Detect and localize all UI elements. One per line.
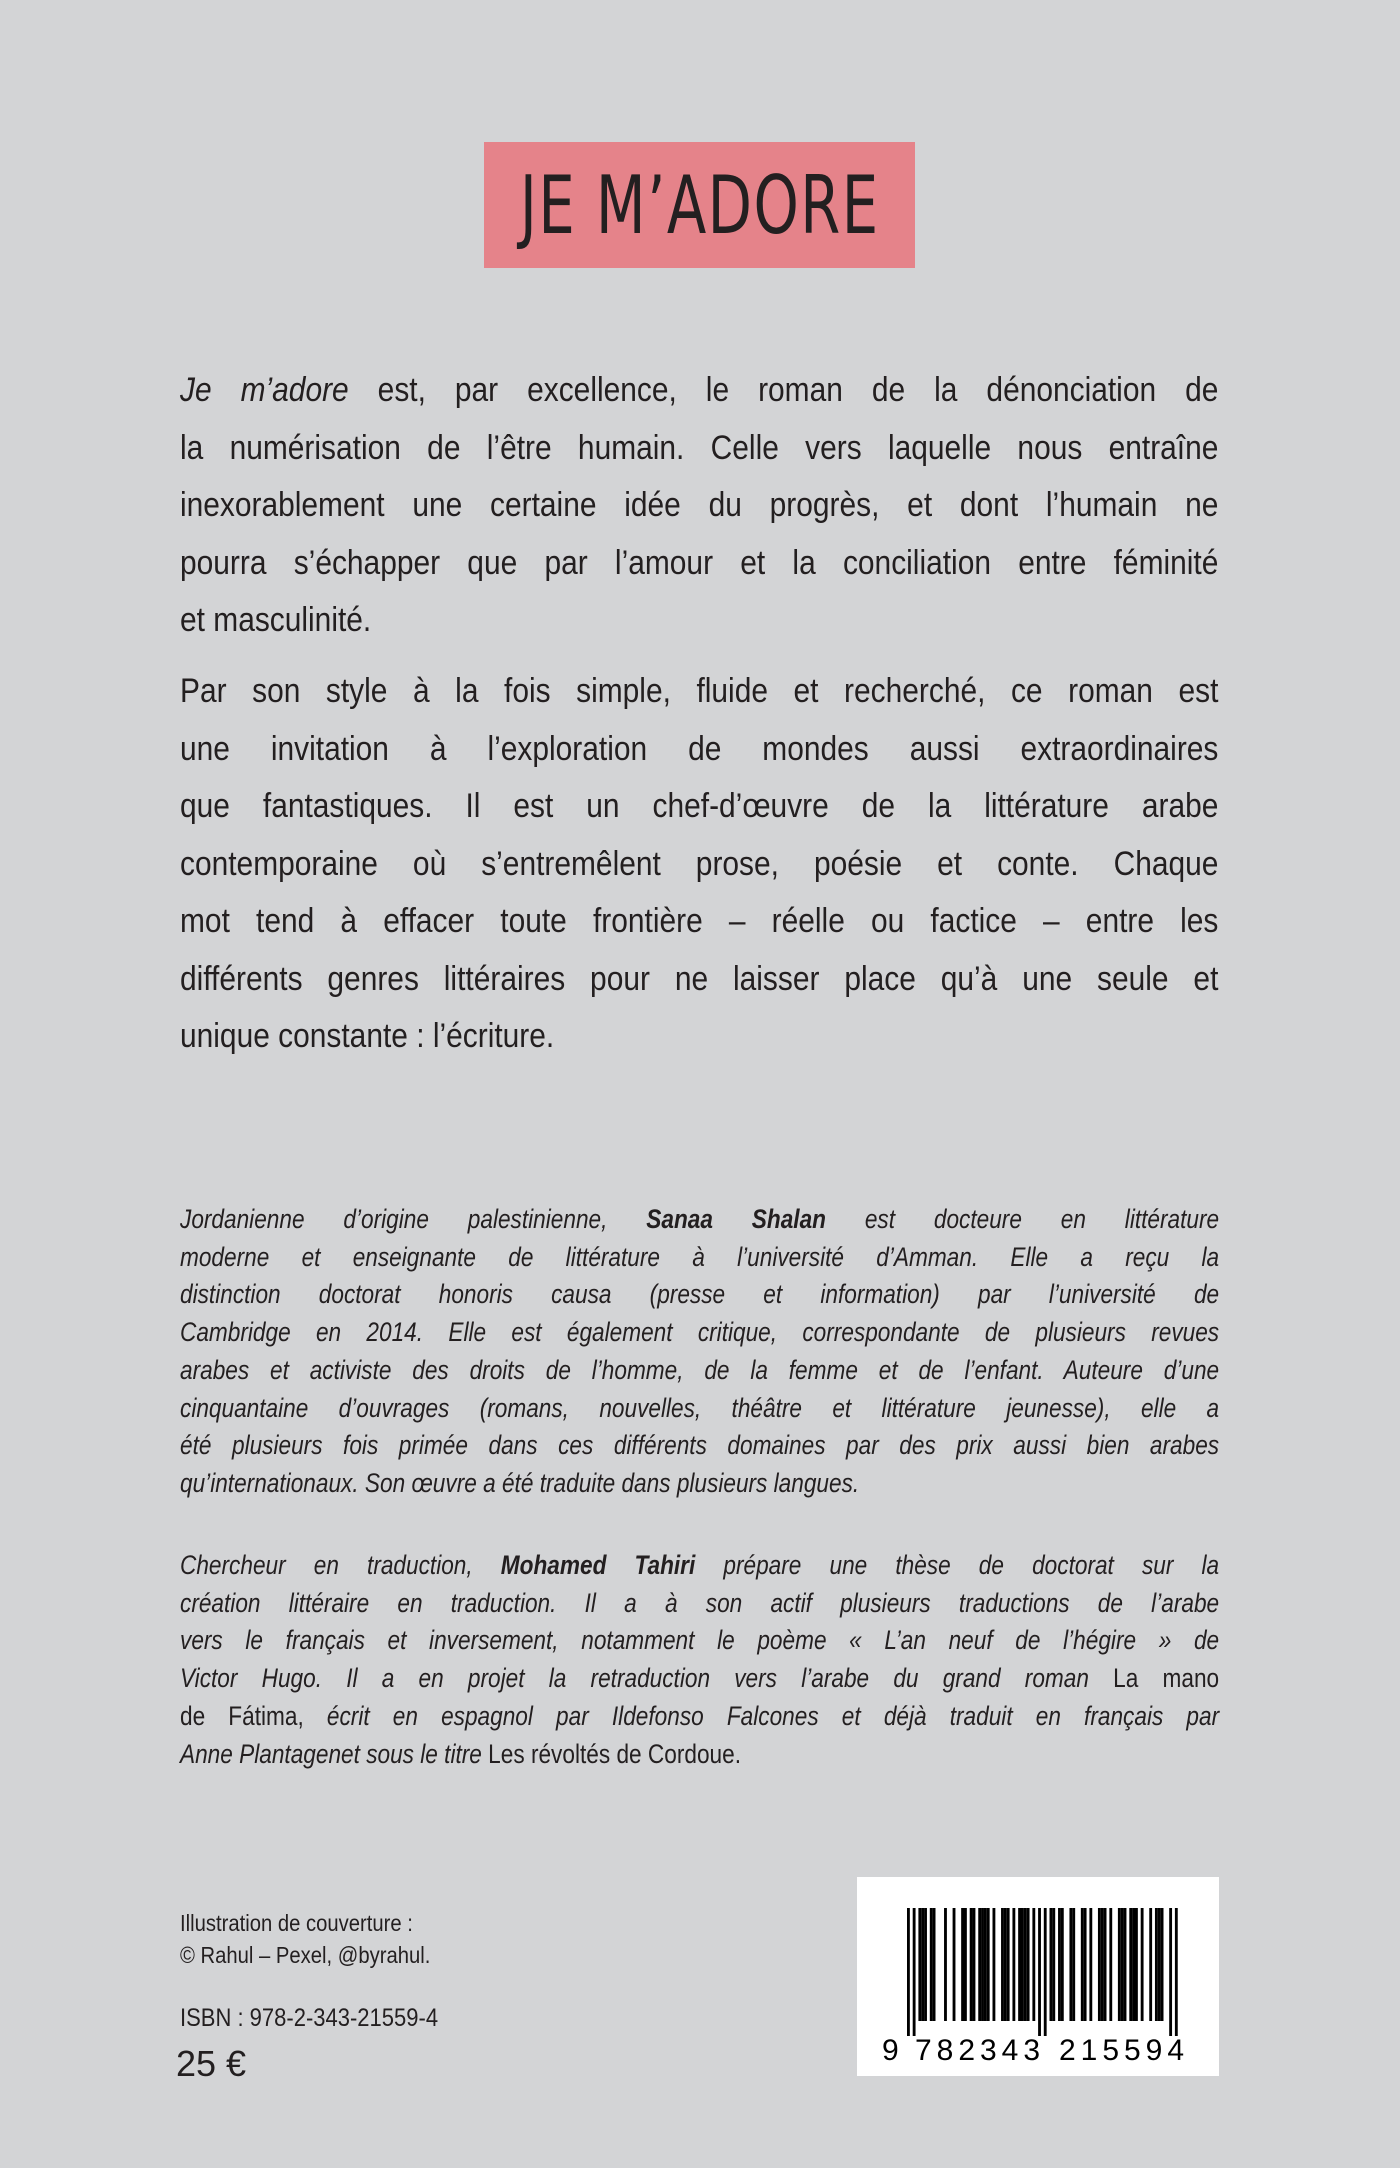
barcode-bar [1149,1908,1152,2021]
text-line [180,1201,1219,1239]
summary-paragraph-1 [180,362,1218,650]
barcode-bar [1058,1908,1061,2021]
barcode-bar [1121,1908,1124,2021]
text-segment: Les révoltés de Cordoue. [488,1738,741,1769]
text-segment: Anne Plantagenet sous le titre [180,1738,489,1769]
barcode-bar [1081,1908,1084,2021]
text-segment: création littéraire en traduction. Il a à son actif plusieurs traductions de l’arabe [180,1587,1220,1618]
barcode-bar [953,1908,956,2021]
isbn: ISBN : 978-2-343-21559-4 [180,2004,439,2032]
text-line [180,1622,1219,1660]
barcode-bar [981,1908,984,2021]
barcode [857,1877,1219,2076]
barcode-bar [1069,1908,1072,2021]
barcode-bar [1018,1908,1021,2021]
text-segment: cinquantaine d’ouvrages (romans, nouvelles, théâtre et littérature jeunesse), elle a [180,1392,1220,1423]
barcode-bar [1118,1908,1121,2021]
barcode-bar [1004,1908,1007,2021]
text-line [180,1239,1219,1277]
text-line [180,362,1218,420]
text-segment: pourra s’échapper que par l’amour et la conciliation entre féminité [180,543,1219,582]
barcode-bar [933,1908,936,2021]
text-line [180,1585,1219,1623]
text-segment: inexorablement une certaine idée du progrès, et dont l’humain ne [180,486,1219,524]
author-bio [180,1201,1219,1503]
text-line [180,477,1218,535]
translator-bio [180,1547,1219,1773]
text-segment: moderne et enseignante de littérature à l’université d’Amman. Elle a reçu la [180,1241,1220,1272]
barcode-bar [1101,1908,1104,2021]
barcode-bar [1129,1908,1132,2021]
text-segment: prépare une thèse de doctorat sur la [695,1550,1220,1580]
barcode-bar [1135,1908,1138,2021]
text-segment: différents genres littéraires pour ne laisser place qu’à une seule et [180,959,1219,998]
text-line [180,535,1218,593]
illustration-credits [180,1907,430,1971]
barcode-bar [1027,1908,1030,2021]
book-title: JE M’ADORE [519,158,880,252]
text-segment: Jordanienne d’origine palestinienne, [180,1204,647,1234]
text-segment: une invitation à l’exploration de mondes aussi extraordinaires [180,729,1219,768]
barcode-bar [984,1908,987,2021]
text-line [180,1660,1219,1698]
barcode-bar [1124,1908,1127,2021]
barcode-bar [1132,1908,1135,2021]
text-segment: Victor Hugo. Il a en projet la retraduction vers l’arabe du grand roman [180,1663,1114,1694]
text-line [180,1008,1218,1066]
text-line [180,951,1218,1009]
barcode-bar [944,1908,947,2021]
text-segment: vers le français et inversement, notamment le poème « L’an neuf de l’hégire » de [180,1625,1220,1656]
text-line [180,1276,1219,1314]
credits-author: © Rahul – Pexel, @byrahul. [180,1942,431,1968]
text-line [180,836,1218,894]
text-line [180,778,1218,836]
barcode-digits-right: 215594 [1059,2034,1184,2067]
barcode-bar [1141,1908,1144,2021]
text-segment: La mano [1113,1663,1220,1694]
barcode-bar [1072,1908,1075,2021]
barcode-bar [1032,1908,1035,2021]
text-line [180,893,1218,951]
text-segment: est docteure en littérature [825,1204,1220,1234]
person-name: Mohamed Tahiri [500,1550,696,1580]
text-segment: arabes et activiste des droits de l’homme, de la femme et de l’enfant. Auteure d’une [180,1354,1220,1385]
barcode-bar [978,1908,981,2021]
barcode-bar [1024,1908,1027,2021]
text-segment: de Fátima, [180,1700,304,1731]
text-line [180,420,1218,478]
barcode-digits-left: 782343 [915,2034,1040,2067]
barcode-graphic [857,1877,1219,2076]
text-segment: et masculinité. [180,601,372,639]
barcode-bar [1050,1908,1053,2021]
text-segment: été plusieurs fois primée dans ces différents domaines par des prix aussi bien arabes [180,1430,1220,1461]
barcode-bar [1089,1908,1092,2021]
text-line [180,1314,1219,1352]
text-line [180,1390,1219,1428]
barcode-digit-first: 9 [882,2034,899,2067]
barcode-bar [1001,1908,1004,2021]
text-line [180,1547,1219,1585]
text-line [180,663,1218,721]
barcode-bar [930,1908,933,2021]
text-segment: distinction doctorat honoris causa (presse et information) par l’université de [180,1279,1220,1310]
barcode-bar [1155,1908,1158,2021]
text-line [180,1352,1219,1390]
barcode-bar [987,1908,990,2021]
text-line [180,721,1218,779]
text-segment: unique constante : l’écriture. [180,1017,555,1055]
barcode-bar [1084,1908,1087,2021]
text-line [180,1465,1219,1503]
text-segment: mot tend à effacer toute frontière – réelle ou factice – entre les [180,902,1219,940]
text-segment: la numérisation de l’être humain. Celle vers laquelle nous entraîne [180,428,1219,467]
text-segment: Cambridge en 2014. Elle est également critique, correspondante de plusieurs revues [180,1317,1220,1348]
text-segment: écrit en espagnol par Ildefonso Falcones et déjà traduit en français par [303,1700,1220,1731]
barcode-bar [964,1908,967,2021]
text-segment: Chercheur en traduction, [180,1550,501,1580]
barcode-bar [1161,1908,1164,2021]
text-segment: qu’internationaux. Son œuvre a été traduite dans plusieurs langues. [180,1467,860,1498]
barcode-bar [1061,1908,1064,2021]
summary-paragraph-2 [180,663,1218,1066]
barcode-bar [993,1908,996,2021]
text-line [180,592,1218,650]
barcode-bar [1175,1908,1178,2036]
barcode-bar [970,1908,973,2021]
barcode-bar [1104,1908,1107,2021]
text-segment: contemporaine où s’entremêlent prose, poésie et conte. Chaque [180,844,1219,883]
text-line [180,1427,1219,1465]
barcode-bar [973,1908,976,2021]
barcode-bar [1012,1908,1015,2021]
text-line [180,1698,1219,1736]
barcode-bar [1038,1908,1041,2036]
barcode-bar [913,1908,916,2036]
text-segment: est, par excellence, le roman de la dénonciation de [348,371,1219,409]
barcode-bar [907,1908,910,2036]
barcode-bar [1169,1908,1172,2036]
barcode-bar [961,1908,964,2021]
barcode-bar [921,1908,924,2021]
barcode-bar [918,1908,921,2021]
title-banner [484,142,915,268]
text-segment: Je m’adore [180,371,349,409]
text-line [180,1736,1219,1774]
price: 25 € [176,2043,247,2084]
barcode-bar [1007,1908,1010,2021]
person-name: Sanaa Shalan [646,1204,826,1234]
barcode-bar [1044,1908,1047,2036]
barcode-bar [924,1908,927,2021]
barcode-bar [1052,1908,1055,2021]
barcode-bar [1109,1908,1112,2021]
barcode-bar [1158,1908,1161,2021]
credits-label: Illustration de couverture : [180,1910,413,1936]
barcode-bar [1021,1908,1024,2021]
barcode-bar [1098,1908,1101,2021]
text-segment: Par son style à la fois simple, fluide et recherché, ce roman est [180,672,1219,710]
text-segment: que fantastiques. Il est un chef-d’œuvre de la littérature arabe [180,787,1219,825]
